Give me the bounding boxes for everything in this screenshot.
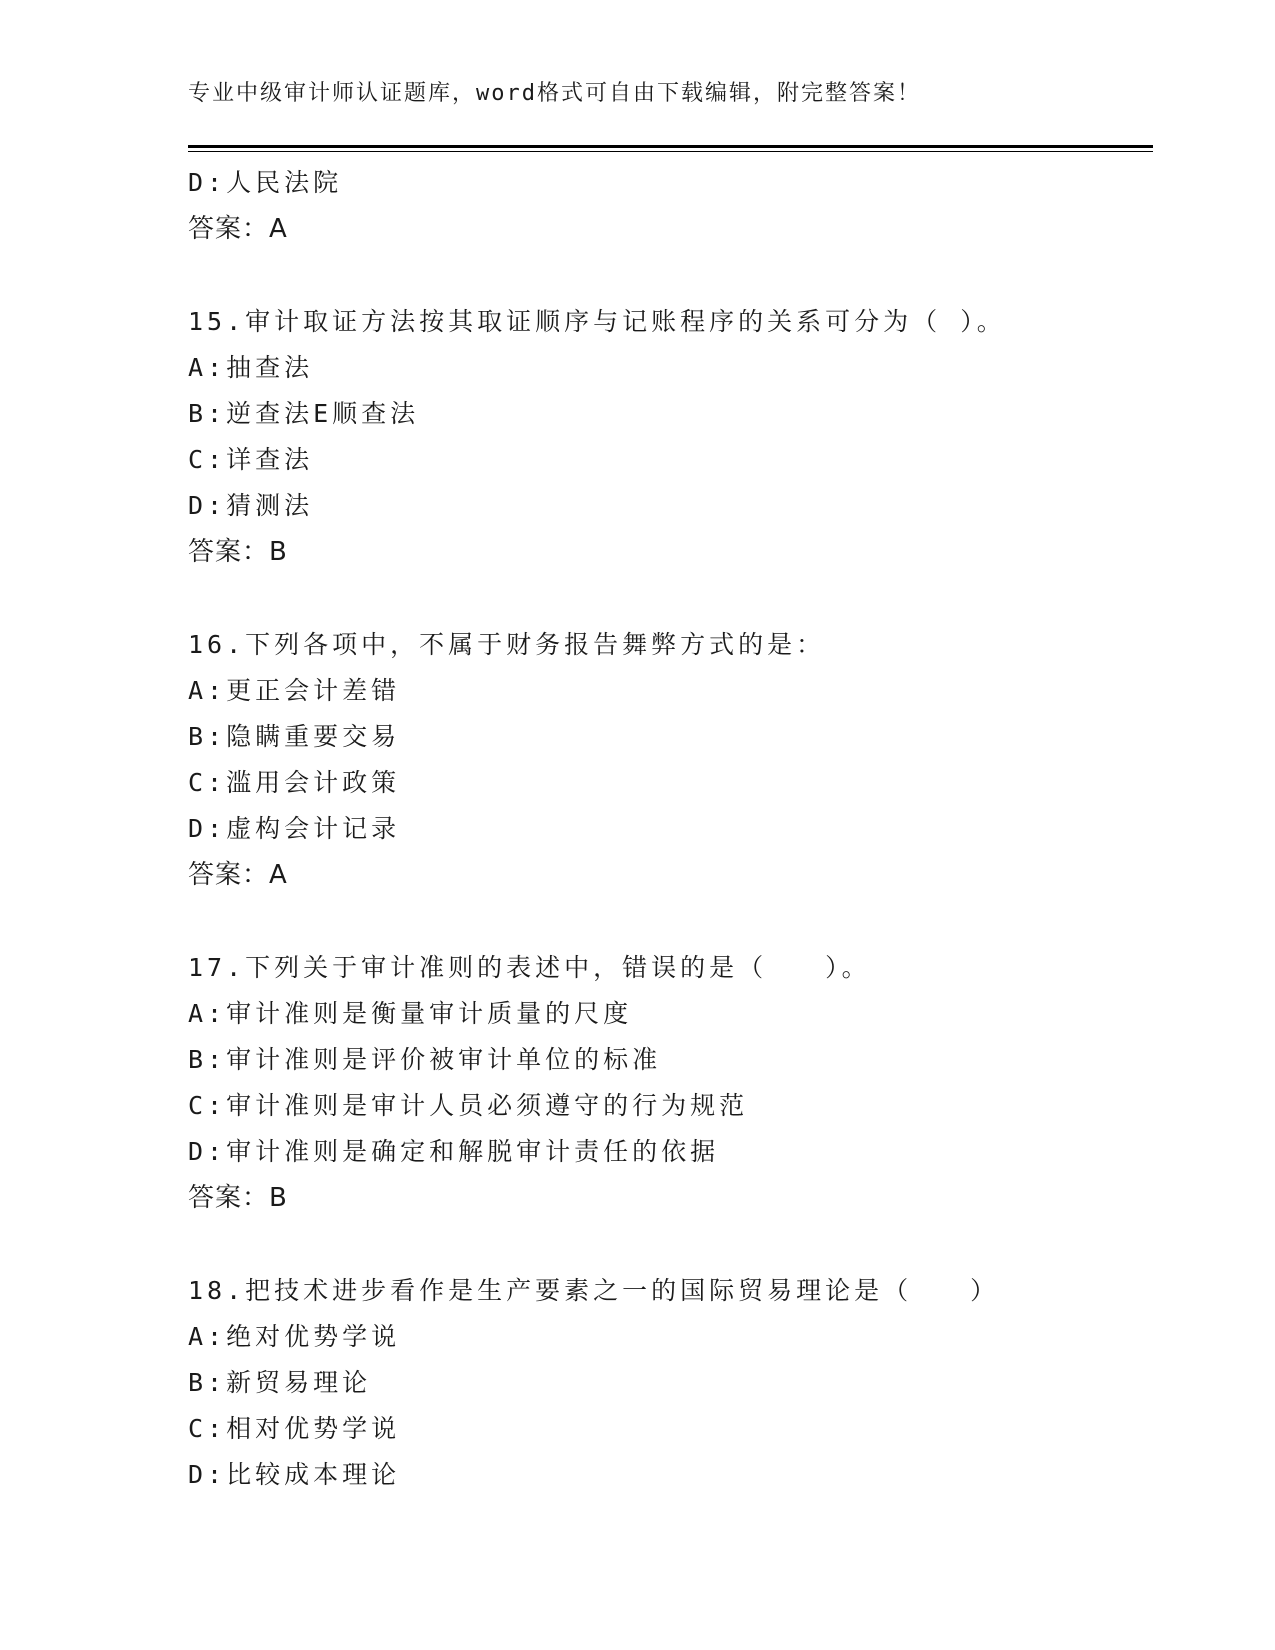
document-body — [188, 160, 1148, 1498]
option-text: B:隐瞒重要交易 — [188, 722, 401, 751]
option-text: B:逆查法E顺查法 — [188, 399, 420, 428]
answer-text: 答案：A — [188, 214, 288, 244]
option-text: D:人民法院 — [188, 168, 343, 197]
option-text: C:相对优势学说 — [188, 1414, 401, 1443]
answer-text: 答案：A — [188, 860, 288, 890]
question-stem: 16.下列各项中，不属于财务报告舞弊方式的是： — [188, 630, 826, 659]
header-rule-thick — [188, 145, 1153, 148]
option-text: A:更正会计差错 — [188, 676, 401, 705]
option-text: A:绝对优势学说 — [188, 1322, 401, 1351]
answer-text: 答案：B — [188, 1183, 288, 1213]
option-text: B:审计准则是评价被审计单位的标准 — [188, 1045, 662, 1074]
answer-text: 答案：B — [188, 537, 288, 567]
option-text: A:审计准则是衡量审计质量的尺度 — [188, 999, 633, 1028]
option-text: C:详查法 — [188, 445, 314, 474]
question-stem: 15.审计取证方法按其取证顺序与记账程序的关系可分为（ ）。 — [188, 307, 1006, 336]
question-stem: 17.下列关于审计准则的表述中，错误的是（ ）。 — [188, 953, 871, 982]
spacer — [188, 898, 1148, 945]
spacer — [188, 252, 1148, 299]
option-text: C:审计准则是审计人员必须遵守的行为规范 — [188, 1091, 749, 1120]
spacer — [188, 575, 1148, 622]
option-text: D:比较成本理论 — [188, 1460, 401, 1489]
option-text: A:抽查法 — [188, 353, 314, 382]
spacer — [188, 1221, 1148, 1268]
page-header: 专业中级审计师认证题库，word格式可自由下载编辑，附完整答案！ — [188, 81, 921, 106]
option-text: B:新贸易理论 — [188, 1368, 372, 1397]
option-text: D:猜测法 — [188, 491, 314, 520]
option-text: D:虚构会计记录 — [188, 814, 401, 843]
option-text: D:审计准则是确定和解脱审计责任的依据 — [188, 1137, 720, 1166]
option-text: C:滥用会计政策 — [188, 768, 401, 797]
question-stem: 18.把技术进步看作是生产要素之一的国际贸易理论是（ ） — [188, 1276, 1000, 1305]
header-rule-thin — [188, 151, 1153, 152]
